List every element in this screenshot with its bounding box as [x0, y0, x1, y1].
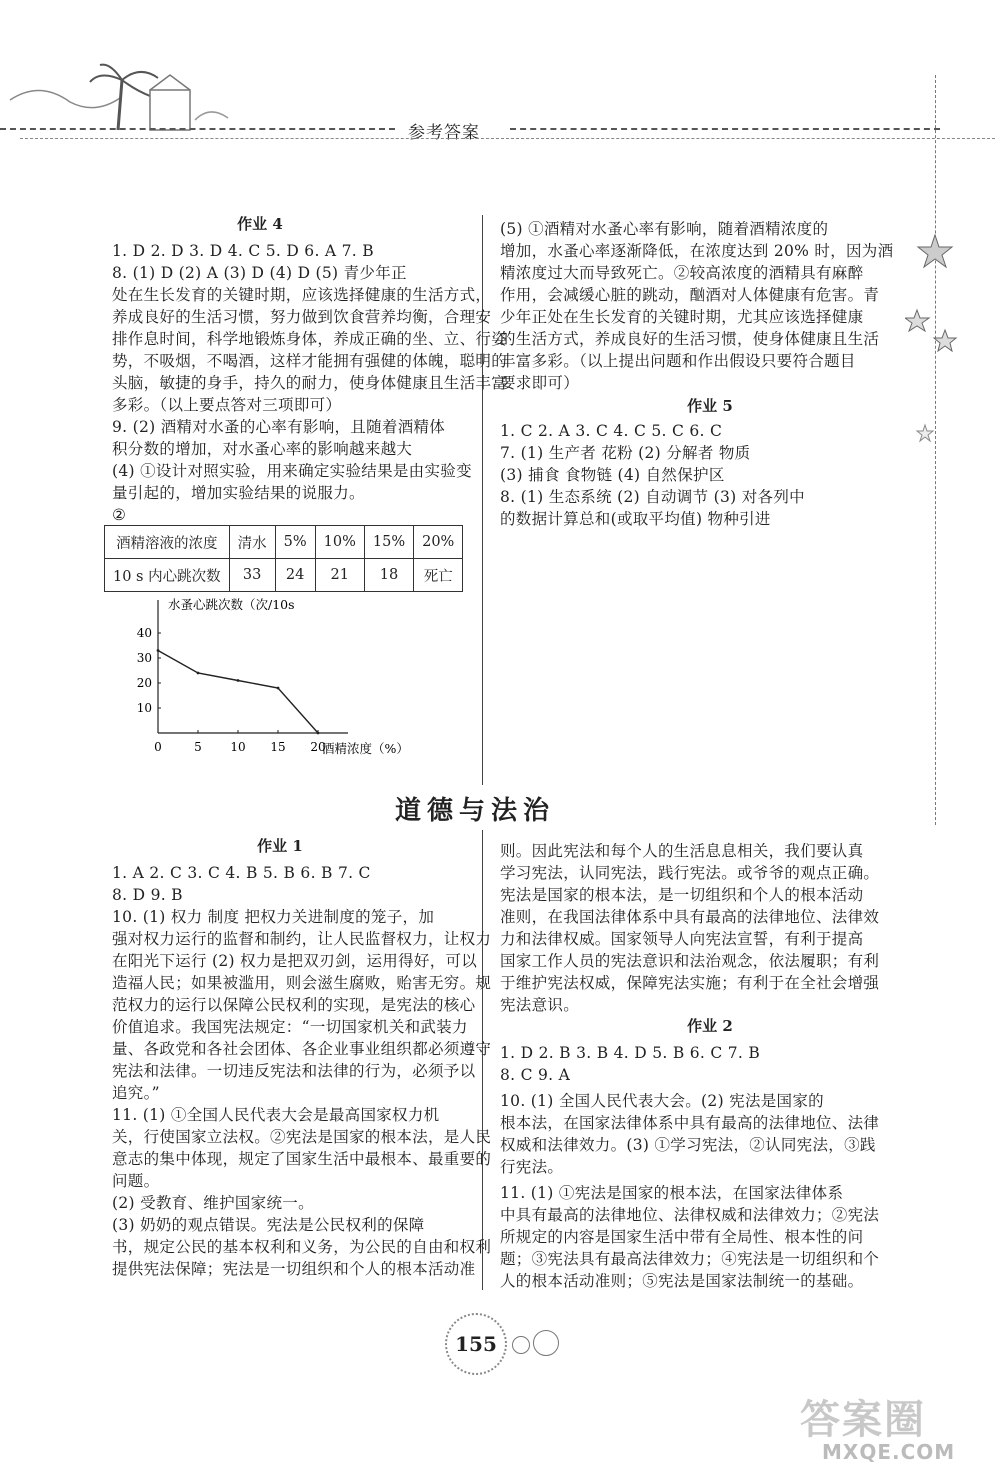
answer-line: 8. C 9. A [500, 1066, 571, 1084]
answer-line: 根本法，在国家法律体系中具有最高的法律地位、法律 [500, 1114, 880, 1132]
table-cell: 15% [364, 526, 413, 559]
answer-line: 1. D 2. B 3. B 4. D 5. B 6. C 7. B [500, 1044, 761, 1062]
table-cell: 33 [229, 559, 275, 592]
answer-line: 7. (1) 生产者 花粉 (2) 分解者 物质 [500, 444, 751, 462]
answer-line: 势，不吸烟，不喝酒，这样才能拥有强健的体魄，聪明的 [112, 352, 508, 370]
answer-line: 8. D 9. B [112, 886, 183, 904]
answer-line: 要求即可） [500, 374, 580, 392]
answer-line: (2) 受教育、维护国家统一。 [112, 1194, 314, 1212]
answer-line: 10. (1) 全国人民代表大会。(2) 宪法是国家的 [500, 1092, 824, 1110]
answer-line: 提供宪法保障；宪法是一切组织和个人的根本活动准 [112, 1260, 476, 1278]
column-divider-bottom [482, 830, 483, 1290]
answer-line: 的数据计算总和(或取平均值) 物种引进 [500, 510, 771, 528]
answer-line: 增加，水蚤心率逐渐降低，在浓度达到 20% 时，因为酒 [500, 242, 894, 260]
watermark-url: MXQE.COM [822, 1440, 956, 1464]
data-point [317, 732, 320, 735]
table-row [105, 559, 463, 592]
x-tick-label: 0 [154, 740, 162, 754]
header-rule-lower [20, 138, 995, 139]
table-cell: 24 [275, 559, 315, 592]
answer-line: 国家工作人员的宪法意识和法治观念，依法履职；有利 [500, 952, 880, 970]
y-tick-label: 40 [136, 626, 152, 640]
table-cell: 10 s 内心跳次数 [105, 559, 230, 592]
answer-line: 在阳光下运行 (2) 权力是把双刃剑，运用得好，可以 [112, 952, 478, 970]
answer-line: 权威和法律效力。(3) ①学习宪法，②认同宪法，③践 [500, 1136, 876, 1154]
x-tick-label: 10 [230, 740, 246, 754]
circle-decoration-icon [512, 1336, 530, 1354]
answer-line: (5) ①酒精对水蚤心率有影响，随着酒精浓度的 [500, 220, 829, 238]
x-axis-label: 酒精浓度（%） [322, 741, 409, 756]
answer-line: 1. D 2. D 3. D 4. C 5. D 6. A 7. B [112, 242, 374, 260]
answer-line: 处在生长发育的关键时期，应该选择健康的生活方式， [112, 286, 492, 304]
answer-line: 中具有最高的法律地位、法律权威和法律效力；②宪法 [500, 1206, 880, 1224]
y-axis-label: 水蚤心跳次数（次/10s [168, 597, 295, 612]
x-tick-label: 5 [194, 740, 202, 754]
answer-line: 力和法律权威。国家领导人向宪法宣誓，有利于提高 [500, 930, 864, 948]
answer-line: 10. (1) 权力 制度 把权力关进制度的笼子，加 [112, 908, 435, 926]
answer-line: 题；③宪法具有最高法律效力；④宪法是一切组织和个 [500, 1250, 880, 1268]
answer-line: 价值追求。我国宪法规定：“一切国家机关和武装力 [112, 1018, 468, 1036]
answer-line: 头脑，敏捷的身手，持久的耐力，使身体健康且生活丰富 [112, 374, 508, 392]
circle-decoration-icon [533, 1330, 559, 1356]
heartbeat-line-chart [130, 595, 450, 765]
homework-5-heading: 作业 5 [687, 397, 733, 415]
answer-line: (4) ①设计对照实验，用来确定实验结果是由实验变 [112, 462, 472, 480]
answer-line: 8. (1) D (2) A (3) D (4) D (5) 青少年正 [112, 264, 407, 282]
answer-line: 丰富多彩。（以上提出问题和作出假设只要符合题目 [500, 352, 856, 370]
y-tick-label: 20 [136, 676, 152, 690]
data-point [157, 649, 160, 652]
answer-line: 11. (1) ①宪法是国家的根本法，在国家法律体系 [500, 1184, 844, 1202]
answer-line: 于维护宪法权威，保障宪法实施；有利于在全社会增强 [500, 974, 880, 992]
table-cell: 20% [414, 526, 463, 559]
answer-line: 作用，会减缓心脏的跳动，酗酒对人体健康有危害。青 [500, 286, 880, 304]
table-cell: 死亡 [414, 559, 463, 592]
answer-line: (3) 捕食 食物链 (4) 自然保护区 [500, 466, 725, 484]
answer-line: 养成良好的生活习惯，努力做到饮食营养均衡，合理安 [112, 308, 492, 326]
answer-line: 少年正处在生长发育的关键时期，尤其应该选择健康 [500, 308, 864, 326]
watermark-logo: 答案圈 [800, 1397, 926, 1443]
data-point [197, 672, 200, 675]
page-number: 155 [445, 1313, 507, 1375]
answer-line: 范权力的运行以保障公民权利的实现，是宪法的核心 [112, 996, 476, 1014]
y-tick-label: 10 [136, 701, 152, 715]
table-cell: 5% [275, 526, 315, 559]
x-tick-label: 20 [310, 740, 326, 754]
table-cell: 18 [364, 559, 413, 592]
page-header-title: 参考答案 [408, 123, 480, 143]
answer-line: 准则，在我国法律体系中具有最高的法律地位、法律效 [500, 908, 880, 926]
answer-line: 宪法意识。 [500, 996, 580, 1014]
answer-line: 行宪法。 [500, 1158, 564, 1176]
answer-line: 意志的集中体现，规定了国家生活中最根本、最重要的 [112, 1150, 492, 1168]
answer-line: (3) 奶奶的观点错误。宪法是公民权利的保障 [112, 1216, 425, 1234]
homework-1-heading: 作业 1 [257, 837, 303, 855]
answer-line: 11. (1) ①全国人民代表大会是最高国家权力机 [112, 1106, 440, 1124]
homework-4-heading: 作业 4 [237, 215, 283, 233]
answer-line: 宪法和法律。一切违反宪法和法律的行为，必须予以 [112, 1062, 476, 1080]
answer-line: 追究。” [112, 1084, 160, 1102]
homework-2-heading: 作业 2 [687, 1017, 733, 1035]
y-tick-label: 30 [136, 651, 152, 665]
table-cell: 酒精溶液的浓度 [105, 526, 230, 559]
answer-line: 造福人民；如果被滥用，则会滋生腐败，贻害无穷。规 [112, 974, 492, 992]
margin-line [935, 75, 936, 825]
answer-line: 1. A 2. C 3. C 4. B 5. B 6. B 7. C [112, 864, 371, 882]
table-cell: 清水 [229, 526, 275, 559]
answer-line: 1. C 2. A 3. C 4. C 5. C 6. C [500, 422, 723, 440]
x-tick-label: 15 [270, 740, 286, 754]
answer-line: 8. (1) 生态系统 (2) 自动调节 (3) 对各列中 [500, 488, 805, 506]
table-cell: 21 [315, 559, 364, 592]
answer-line: 人的根本活动准则；⑤宪法是国家法制统一的基础。 [500, 1272, 864, 1290]
table-cell: 10% [315, 526, 364, 559]
header-rule-left [0, 128, 395, 130]
answer-line: 的生活方式，养成良好的生活习惯，使身体健康且生活 [500, 330, 880, 348]
answer-line: 多彩。（以上要点答对三项即可） [112, 396, 342, 414]
answer-line: 关，行使国家立法权。②宪法是国家的根本法，是人民 [112, 1128, 492, 1146]
answer-line: 强对权力运行的监督和制约，让人民监督权力，让权力 [112, 930, 492, 948]
data-point [237, 679, 240, 682]
answer-line: 问题。 [112, 1172, 160, 1190]
answer-line: 积分数的增加，对水蚤心率的影响越来越大 [112, 440, 413, 458]
answer-line: ② [112, 506, 127, 524]
answer-line: 学习宪法，认同宪法，践行宪法。或爷爷的观点正确。 [500, 864, 880, 882]
table-row [105, 526, 463, 559]
data-point [277, 687, 280, 690]
answer-line: 量、各政党和各社会团体、各企业事业组织都必须遵守 [112, 1040, 492, 1058]
answer-line: 宪法是国家的根本法，是一切组织和个人的根本活动 [500, 886, 864, 904]
answer-line: 书，规定公民的基本权利和义务，为公民的自由和权利 [112, 1238, 492, 1256]
alcohol-heartbeat-table [104, 525, 463, 592]
star-decoration-icon [905, 230, 965, 450]
answer-line: 9. (2) 酒精对水蚤的心率有影响，且随着酒精体 [112, 418, 446, 436]
answer-line: 精浓度过大而导致死亡。②较高浓度的酒精具有麻醉 [500, 264, 864, 282]
header-rule-right [510, 128, 940, 130]
answer-line: 则。因此宪法和每个人的生活息息相关，我们要认真 [500, 842, 864, 860]
section-title: 道德与法治 [395, 796, 556, 826]
answer-line: 量引起的，增加实验结果的说服力。 [112, 484, 365, 502]
answer-line: 排作息时间，科学地锻炼身体，养成正确的坐、立、行姿 [112, 330, 508, 348]
series-line [158, 651, 318, 734]
answer-line: 所规定的内容是国家生活中带有全局性、根本性的问 [500, 1228, 864, 1246]
